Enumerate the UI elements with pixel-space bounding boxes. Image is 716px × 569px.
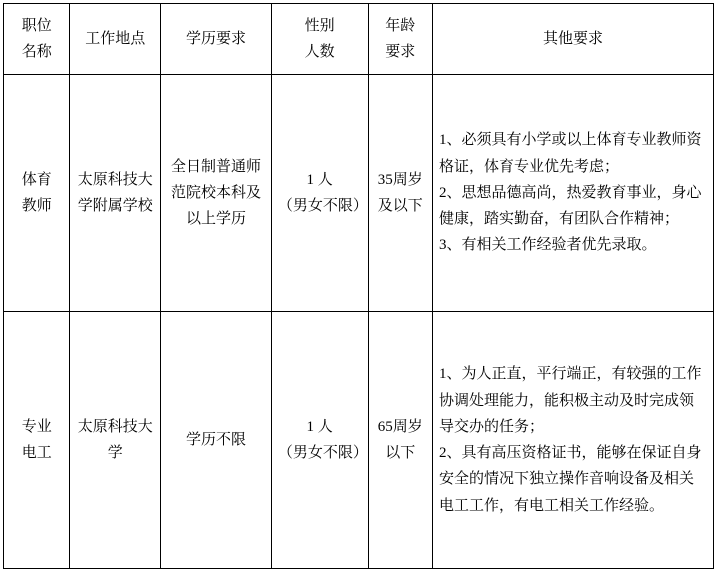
other-requirement-item: 3、有相关工作经验者优先录取。 bbox=[438, 237, 657, 254]
cell-job-title-line1: 专业 bbox=[21, 418, 52, 435]
cell-other-requirements bbox=[432, 312, 713, 569]
column-header-age-line1: 年龄 bbox=[385, 17, 416, 34]
other-requirement-item: 1、必须具有小学或以上体育专业教师资格证，体育专业优先考虑； bbox=[438, 132, 702, 175]
column-header-title-line2: 名称 bbox=[21, 44, 52, 60]
column-header-gender bbox=[271, 4, 368, 75]
column-header-title-line1: 职位 bbox=[21, 17, 52, 34]
other-requirement-item: 2、具有高压资格证书，能够在保证自身安全的情况下独立操作音响设备及相关电工工作，有电工相关工作经验。 bbox=[438, 445, 702, 514]
cell-age: 35周岁及以下 bbox=[368, 75, 432, 312]
cell-gender-count-line1: 1 人 bbox=[306, 418, 333, 435]
cell-age: 65周岁以下 bbox=[368, 312, 432, 569]
cell-job-title bbox=[4, 75, 70, 312]
column-header-place: 工作地点 bbox=[70, 4, 161, 75]
cell-education: 全日制普通师范院校本科及以上学历 bbox=[161, 75, 272, 312]
cell-gender-count-line2: （男女不限） bbox=[277, 445, 368, 461]
column-header-age-line2: 要求 bbox=[385, 44, 416, 60]
cell-job-title bbox=[4, 312, 70, 569]
column-header-age bbox=[368, 4, 432, 75]
cell-education: 学历不限 bbox=[161, 312, 272, 569]
cell-gender-count bbox=[271, 75, 368, 312]
job-requirements-table bbox=[3, 3, 714, 569]
column-header-other: 其他要求 bbox=[432, 4, 713, 75]
table-row bbox=[4, 75, 714, 312]
cell-gender-count-line1: 1 人 bbox=[306, 171, 333, 188]
table-header-row bbox=[4, 4, 714, 75]
column-header-title bbox=[4, 4, 70, 75]
cell-work-place: 太原科技大学附属学校 bbox=[70, 75, 161, 312]
cell-job-title-line1: 体育 bbox=[21, 171, 52, 188]
other-requirement-item: 1、为人正直，平行端正，有较强的工作协调处理能力，能积极主动及时完成领导交办的任务； bbox=[438, 366, 702, 435]
table-row bbox=[4, 312, 714, 569]
other-requirement-item: 2、思想品德高尚，热爱教育事业，身心健康，踏实勤奋，有团队合作精神； bbox=[438, 184, 702, 228]
cell-gender-count-line2: （男女不限） bbox=[277, 198, 368, 214]
cell-work-place: 太原科技大学 bbox=[70, 312, 161, 569]
cell-other-requirements bbox=[432, 75, 713, 312]
column-header-gender-line2: 人数 bbox=[304, 44, 335, 60]
cell-job-title-line2: 电工 bbox=[21, 445, 52, 461]
cell-job-title-line2: 教师 bbox=[21, 198, 52, 214]
column-header-education: 学历要求 bbox=[161, 4, 272, 75]
cell-gender-count bbox=[271, 312, 368, 569]
column-header-gender-line1: 性别 bbox=[304, 17, 335, 34]
